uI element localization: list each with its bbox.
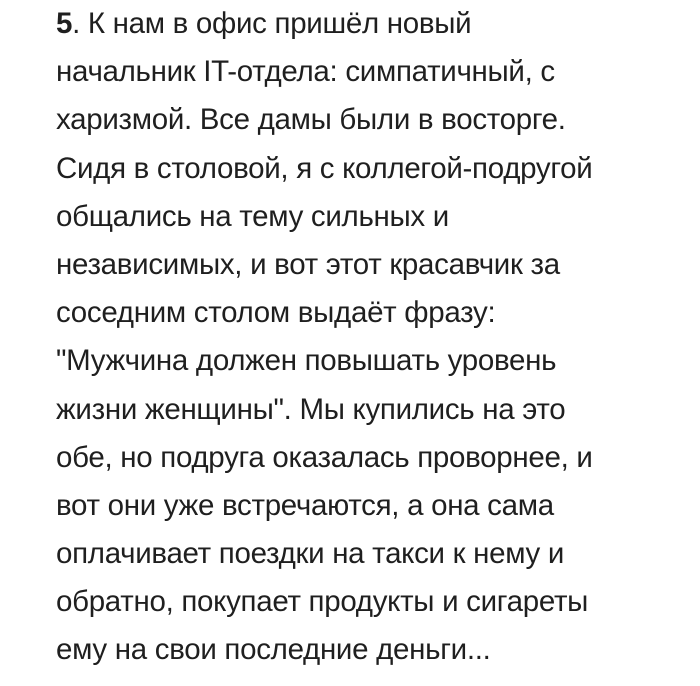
story-number: 5 [56,7,73,40]
story-line: ему на свои последние деньги... [56,633,491,667]
story-line: обе, но подруга оказалась проворнее, и [56,440,593,474]
story-line: независимых, и вот этот красавчик за [56,247,560,281]
story-line: начальник IT-отдела: симпатичный, с [56,55,555,89]
story-line: Сидя в столовой, я с коллегой-подругой [56,151,593,185]
story-line: харизмой. Все дамы были в восторге. [56,103,566,137]
story-line: оплачивает поездки на такси к нему и [56,537,565,571]
story-line: обратно, покупает продукты и сигареты [56,585,589,619]
story-line: жизни женщины". Мы купились на это [56,392,566,426]
story-line: вот они уже встречаются, а она сама [56,488,554,522]
story-line [56,0,676,48]
story-line: общались на тему сильных и [56,199,449,233]
story-line-text: . К нам в офис пришёл новый [72,7,472,40]
story-text [56,0,676,675]
story-line: соседним столом выдаёт фразу: [56,296,496,330]
story-line: "Мужчина должен повышать уровень [56,344,557,378]
